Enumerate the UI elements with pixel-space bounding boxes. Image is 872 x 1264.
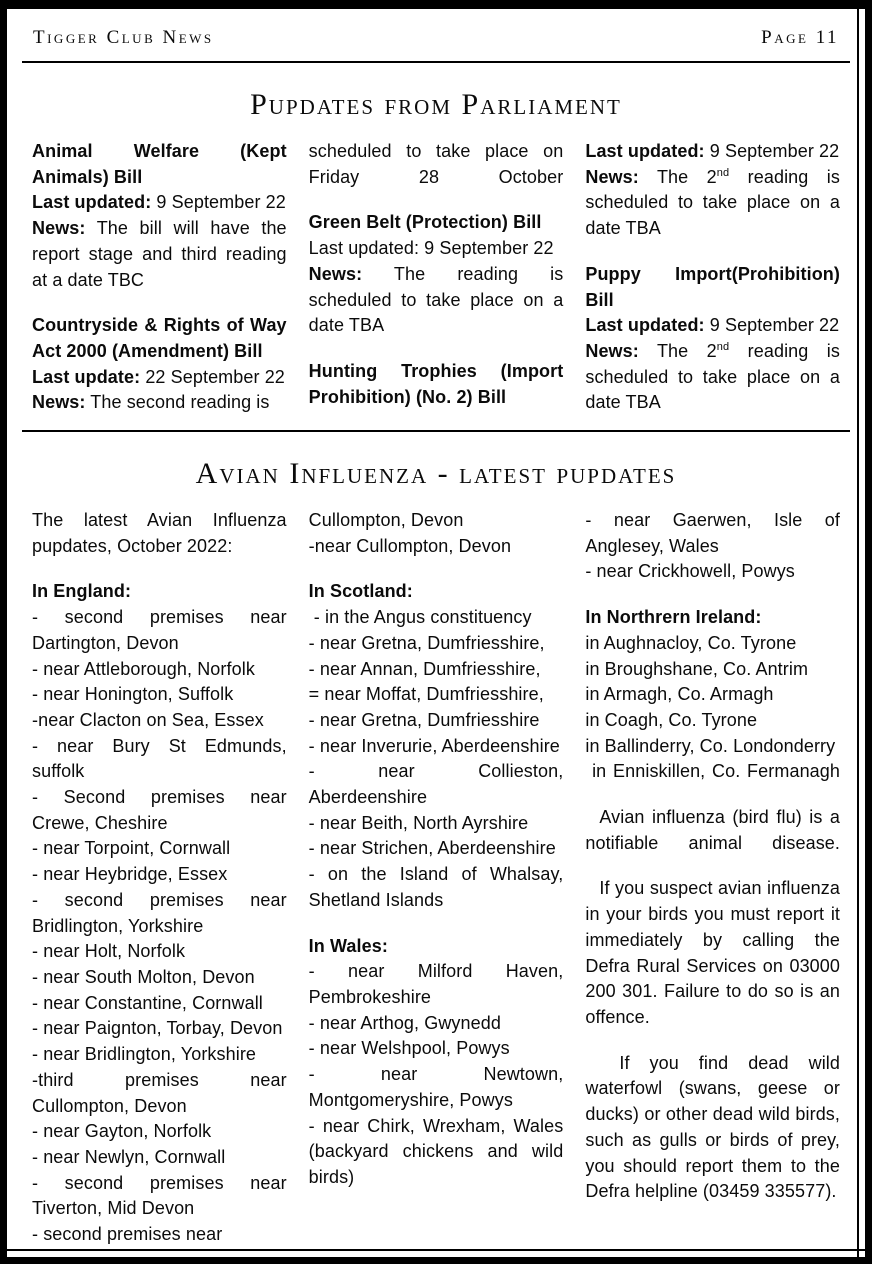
blank-line (585, 242, 840, 262)
text: 9 September 22 (151, 192, 286, 213)
text: - near Heybridge, Essex (32, 864, 228, 885)
bold-text: Last update: (32, 366, 141, 387)
text-block (32, 682, 287, 708)
text: - on the Island of Whalsay, Shetland Islands (308, 864, 564, 910)
text-block (309, 934, 564, 960)
bold-text: Last updated: (585, 141, 705, 161)
text: -near Clacton on Sea, Essex (32, 709, 264, 730)
superscript-text: nd (716, 340, 730, 353)
text: - second premises near Dartington, Devon (32, 607, 287, 653)
bold-text: Puppy Import(Prohibition) Bill (585, 263, 841, 310)
text: - near Inverurie, Aberdeenshire (308, 735, 560, 756)
bold-text: In Scotland: (308, 581, 413, 602)
text-block (32, 1068, 287, 1119)
text-block (32, 888, 287, 939)
text-block (309, 236, 564, 262)
text-block (32, 365, 287, 391)
text-block (585, 657, 840, 683)
text-block (32, 785, 287, 836)
text-block (309, 534, 564, 560)
bold-text: In Northrern Ireland: (585, 607, 762, 628)
bold-text: Countryside & Rights of Way Act 2000 (Amendment) Bill (32, 315, 287, 361)
text: - near Attleborough, Norfolk (32, 658, 255, 679)
text: - second premises near Tiverton, Mid Devon (32, 1172, 287, 1219)
text-block (309, 759, 564, 810)
bold-text: In England: (32, 581, 132, 602)
text-block (585, 139, 840, 165)
text-block (32, 862, 287, 888)
text-block (309, 262, 564, 339)
text: - near Chirk, Wrexham, Wales (backyard chickens and wild birds) (308, 1115, 564, 1187)
text-block (32, 605, 287, 656)
text-block (585, 339, 840, 416)
text-block (585, 605, 840, 631)
text-block (32, 991, 287, 1017)
text-block (32, 508, 287, 559)
text-block (309, 959, 564, 1010)
text-block (309, 508, 564, 534)
text: - near Bridlington, Yorkshire (32, 1044, 257, 1065)
text: in Coagh, Co. Tyrone (585, 709, 758, 730)
text: = near Moffat, Dumfriesshire, (308, 684, 544, 705)
text: Last updated: 9 September 22 (308, 238, 554, 259)
text-block (32, 139, 287, 190)
text: - near Gretna, Dumfriesshire, (308, 632, 545, 653)
parliament-column-2 (309, 139, 564, 416)
text-block (32, 1222, 287, 1248)
avian-columns (7, 508, 865, 1248)
text: - near Constantine, Cornwall (32, 992, 263, 1013)
blank-line (585, 585, 840, 605)
text-block (309, 579, 564, 605)
text-block (585, 805, 840, 856)
text: - near Bury St Edmunds, suffolk (32, 735, 287, 782)
text-block (32, 1042, 287, 1068)
parliament-columns (7, 139, 865, 416)
bold-text: Last updated: (32, 192, 152, 213)
text: - near Arthog, Gwynedd (308, 1012, 501, 1033)
text: reading is scheduled to take place on a date TBA (585, 166, 841, 239)
inner-frame-line-right (857, 9, 859, 1257)
text-block (309, 631, 564, 657)
text-block (32, 708, 287, 734)
bold-text: News: (308, 263, 363, 284)
text: - second premises near (32, 1224, 223, 1245)
text-block (32, 1145, 287, 1171)
text-block (32, 579, 287, 605)
bold-text: News: (32, 392, 86, 413)
text: in Enniskillen, Co. Fermanagh (585, 761, 841, 782)
text-block (585, 262, 840, 313)
newsletter-title: Tigger Club News (33, 27, 214, 48)
text: Avian influenza (bird flu) is a notifiable animal disease. (585, 807, 841, 853)
bold-text: News: (585, 340, 639, 361)
text-block (32, 216, 287, 293)
text: - near Milford Haven, Pembrokeshire (308, 961, 564, 1007)
bold-text: In Wales: (308, 935, 388, 956)
blank-line (32, 293, 287, 313)
text-block (32, 1016, 287, 1042)
text: - in the Angus constituency (308, 607, 532, 628)
text: The latest Avian Influenza pupdates, October 2022: (32, 510, 287, 556)
text-block (585, 1051, 840, 1205)
text: If you suspect avian influenza in your birds you must report it immediately by calling the Defra Rural Services on 03000 200 301. Failure to do so is an offence. (585, 878, 841, 1027)
bold-text: News: (585, 166, 639, 187)
text-block (32, 1119, 287, 1145)
text-block (32, 734, 287, 785)
text: - near Strichen, Aberdeenshire (308, 838, 556, 859)
text: - near Crickhowell, Powys (585, 561, 795, 582)
bold-text: Last updated: (585, 315, 705, 336)
text-block (32, 939, 287, 965)
text: - near Gayton, Norfolk (32, 1121, 212, 1142)
section-divider (22, 430, 850, 432)
text-block (309, 836, 564, 862)
text: - near Collieston, Aberdeenshire (308, 761, 564, 808)
text: - near Torpoint, Cornwall (32, 838, 231, 859)
text: - near Annan, Dumfriesshire, (308, 658, 541, 679)
inner-frame-line-bottom (7, 1249, 865, 1251)
avian-column-3 (585, 508, 840, 1248)
bold-text: Animal Welfare (Kept Animals) Bill (32, 141, 287, 187)
blank-line (32, 559, 287, 579)
bold-text: News: (32, 218, 86, 239)
text-block (32, 836, 287, 862)
text: If you find dead wild waterfowl (swans, geese or ducks) or other dead wild birds, such as gulls or birds of prey, you should report them to the Defra helpline (03459 335577). (585, 1052, 841, 1202)
text-block (309, 1011, 564, 1037)
avian-column-2 (309, 508, 564, 1248)
text-block (585, 734, 840, 760)
text-block (309, 1036, 564, 1062)
text-block (309, 657, 564, 683)
text: scheduled to take place on Friday 28 October (308, 141, 564, 187)
text-block (585, 682, 840, 708)
text: -near Cullompton, Devon (308, 535, 512, 556)
text-block (309, 734, 564, 760)
text-block (32, 1171, 287, 1222)
section-title-parliament: Pupdates from Parliament (250, 88, 622, 121)
text: The bill will have the report stage and third reading at a date TBC (32, 218, 287, 290)
bold-text: Green Belt (Protection) Bill (308, 212, 542, 233)
blank-line (309, 559, 564, 579)
text-block (585, 631, 840, 657)
text: -third premises near Cullompton, Devon (32, 1069, 287, 1116)
text-block (585, 165, 840, 242)
superscript-text: nd (716, 166, 730, 179)
text-block (585, 708, 840, 734)
text: - near Newtown, Montgomeryshire, Powys (308, 1064, 564, 1110)
text: in Broughshane, Co. Antrim (585, 658, 809, 679)
text-block (585, 759, 840, 785)
text-block (309, 605, 564, 631)
header-divider (22, 61, 850, 63)
text: - near Beith, North Ayrshire (308, 812, 529, 833)
text-block (309, 1062, 564, 1113)
text-block (309, 359, 564, 410)
text: - near Honington, Suffolk (32, 684, 234, 705)
blank-line (309, 914, 564, 934)
text-block (585, 876, 840, 1030)
text-block (585, 508, 840, 559)
blank-line (585, 856, 840, 876)
blank-line (585, 785, 840, 805)
text: - near Holt, Norfolk (32, 941, 186, 962)
text: The 2 (638, 340, 717, 361)
blank-line (309, 190, 564, 210)
text: Cullompton, Devon (308, 510, 464, 531)
blank-line (585, 1031, 840, 1051)
section-title-avian: Avian Influenza - latest pupdates (195, 457, 677, 491)
bold-text: Hunting Trophies (Import Prohibition) (No. 2) Bill (308, 360, 564, 407)
text: - near South Molton, Devon (32, 966, 255, 987)
text: 22 September 22 (140, 366, 285, 387)
text: - near Welshpool, Powys (308, 1038, 510, 1059)
text-block (32, 965, 287, 991)
text: reading is scheduled to take place on a date TBA (585, 340, 841, 413)
text: - near Newlyn, Cornwall (32, 1146, 226, 1167)
text: - Second premises near Crewe, Cheshire (32, 787, 287, 833)
text-block (32, 313, 287, 364)
page-header (7, 9, 865, 49)
text-block (309, 1114, 564, 1191)
text: in Armagh, Co. Armagh (585, 684, 774, 705)
text-block (309, 708, 564, 734)
text-block (585, 313, 840, 339)
parliament-column-1 (32, 139, 287, 416)
avian-column-1 (32, 508, 287, 1248)
text-block (585, 559, 840, 585)
parliament-column-3 (585, 139, 840, 416)
page-number-label: Page 11 (761, 27, 839, 48)
text: in Aughnacloy, Co. Tyrone (585, 632, 797, 653)
text-block (309, 139, 564, 190)
text: 9 September 22 (704, 141, 840, 161)
text-block (32, 390, 287, 416)
text-block (309, 811, 564, 837)
text: in Ballinderry, Co. Londonderry (585, 735, 836, 756)
text: - near Paignton, Torbay, Devon (32, 1018, 283, 1039)
text: 9 September 22 (704, 315, 840, 336)
text-block (309, 210, 564, 236)
text-block (309, 682, 564, 708)
text-block (32, 190, 287, 216)
text-block (309, 862, 564, 913)
text: The second reading is (85, 392, 270, 413)
text: - second premises near Bridlington, Yorkshire (32, 889, 287, 936)
text: - near Gretna, Dumfriesshire (308, 709, 540, 730)
text-block (32, 657, 287, 683)
text: The 2 (638, 166, 717, 187)
blank-line (309, 339, 564, 359)
text: - near Gaerwen, Isle of Anglesey, Wales (585, 510, 841, 556)
text: The reading is scheduled to take place on a date TBA (308, 263, 564, 336)
